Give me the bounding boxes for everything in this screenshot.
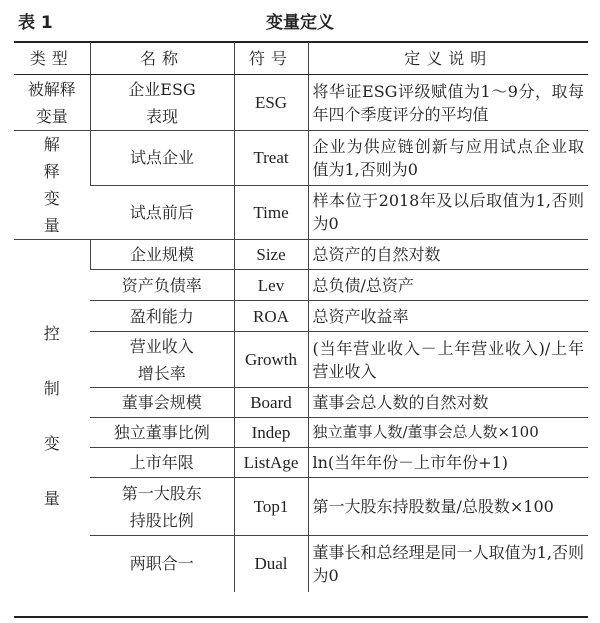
table-row [14,240,588,270]
symbol-cell: ROA [234,301,308,332]
symbol-cell: Dual [234,536,308,592]
header-name: 名称 [90,42,234,75]
symbol-cell: Treat [234,131,308,186]
name-cell: 资产负债率 [90,270,234,301]
table-row [14,332,588,388]
table-row [14,388,588,418]
bottom-rule [14,616,588,618]
name-cell: 第一大股东 持股比例 [90,478,234,536]
definition-cell: 将华证ESG评级赋值为1～9分，取每年四个季度评分的平均值 [308,75,588,131]
header-definition: 定义说明 [308,42,588,75]
name-cell: 盈利能力 [90,301,234,332]
definition-cell: 独立董事人数/董事会总人数×100 [308,418,588,448]
definition-cell: 总资产收益率 [308,301,588,332]
definition-cell: 董事会总人数的自然对数 [308,388,588,418]
symbol-cell: Growth [234,332,308,388]
name-cell: 上市年限 [90,448,234,478]
table-row [14,185,588,240]
definition-cell: 总资产的自然对数 [308,240,588,270]
symbol-cell: Top1 [234,478,308,536]
table-row [14,448,588,478]
definition-cell: 企业为供应链创新与应用试点企业取值为1,否则为0 [308,131,588,186]
table-row [14,536,588,592]
name-cell: 独立董事比例 [90,418,234,448]
symbol-cell: ESG [234,75,308,131]
definition-cell: ln(当年年份－上市年份+1) [308,448,588,478]
name-cell: 企业ESG 表现 [90,75,234,131]
group-explanatory: 解 释 变 量 [14,131,90,240]
table-header-row [14,42,588,75]
table-caption [0,0,600,40]
table-row [14,270,588,301]
variable-definition-table [14,42,588,592]
name-cell: 两职合一 [90,536,234,592]
header-symbol: 符号 [234,42,308,75]
name-cell: 试点企业 [90,131,234,186]
symbol-cell: Indep [234,418,308,448]
name-cell: 营业收入 增长率 [90,332,234,388]
name-cell: 企业规模 [90,240,234,270]
definition-cell: 第一大股东持股数量/总股数×100 [308,478,588,536]
group-explained: 被解释 变量 [27,79,76,126]
definition-cell: (当年营业收入－上年营业收入)/上年营业收入 [308,332,588,388]
definition-cell: 样本位于2018年及以后取值为1,否则为0 [308,185,588,240]
table-row [14,301,588,332]
table-title: 变量定义 [266,13,334,33]
symbol-cell: ListAge [234,448,308,478]
header-type: 类型 [14,42,90,75]
table-row [14,418,588,448]
name-cell: 试点前后 [90,185,234,240]
table-row [14,131,588,186]
definition-cell: 总负债/总资产 [308,270,588,301]
name-cell: 董事会规模 [90,388,234,418]
table-row [14,478,588,536]
table-row [14,75,588,131]
symbol-cell: Size [234,240,308,270]
symbol-cell: Board [234,388,308,418]
group-control: 控 制 变 量 [14,240,90,592]
definition-cell: 董事长和总经理是同一人取值为1,否则为0 [308,536,588,592]
symbol-cell: Lev [234,270,308,301]
table-number: 表 1 [18,13,53,33]
symbol-cell: Time [234,185,308,240]
